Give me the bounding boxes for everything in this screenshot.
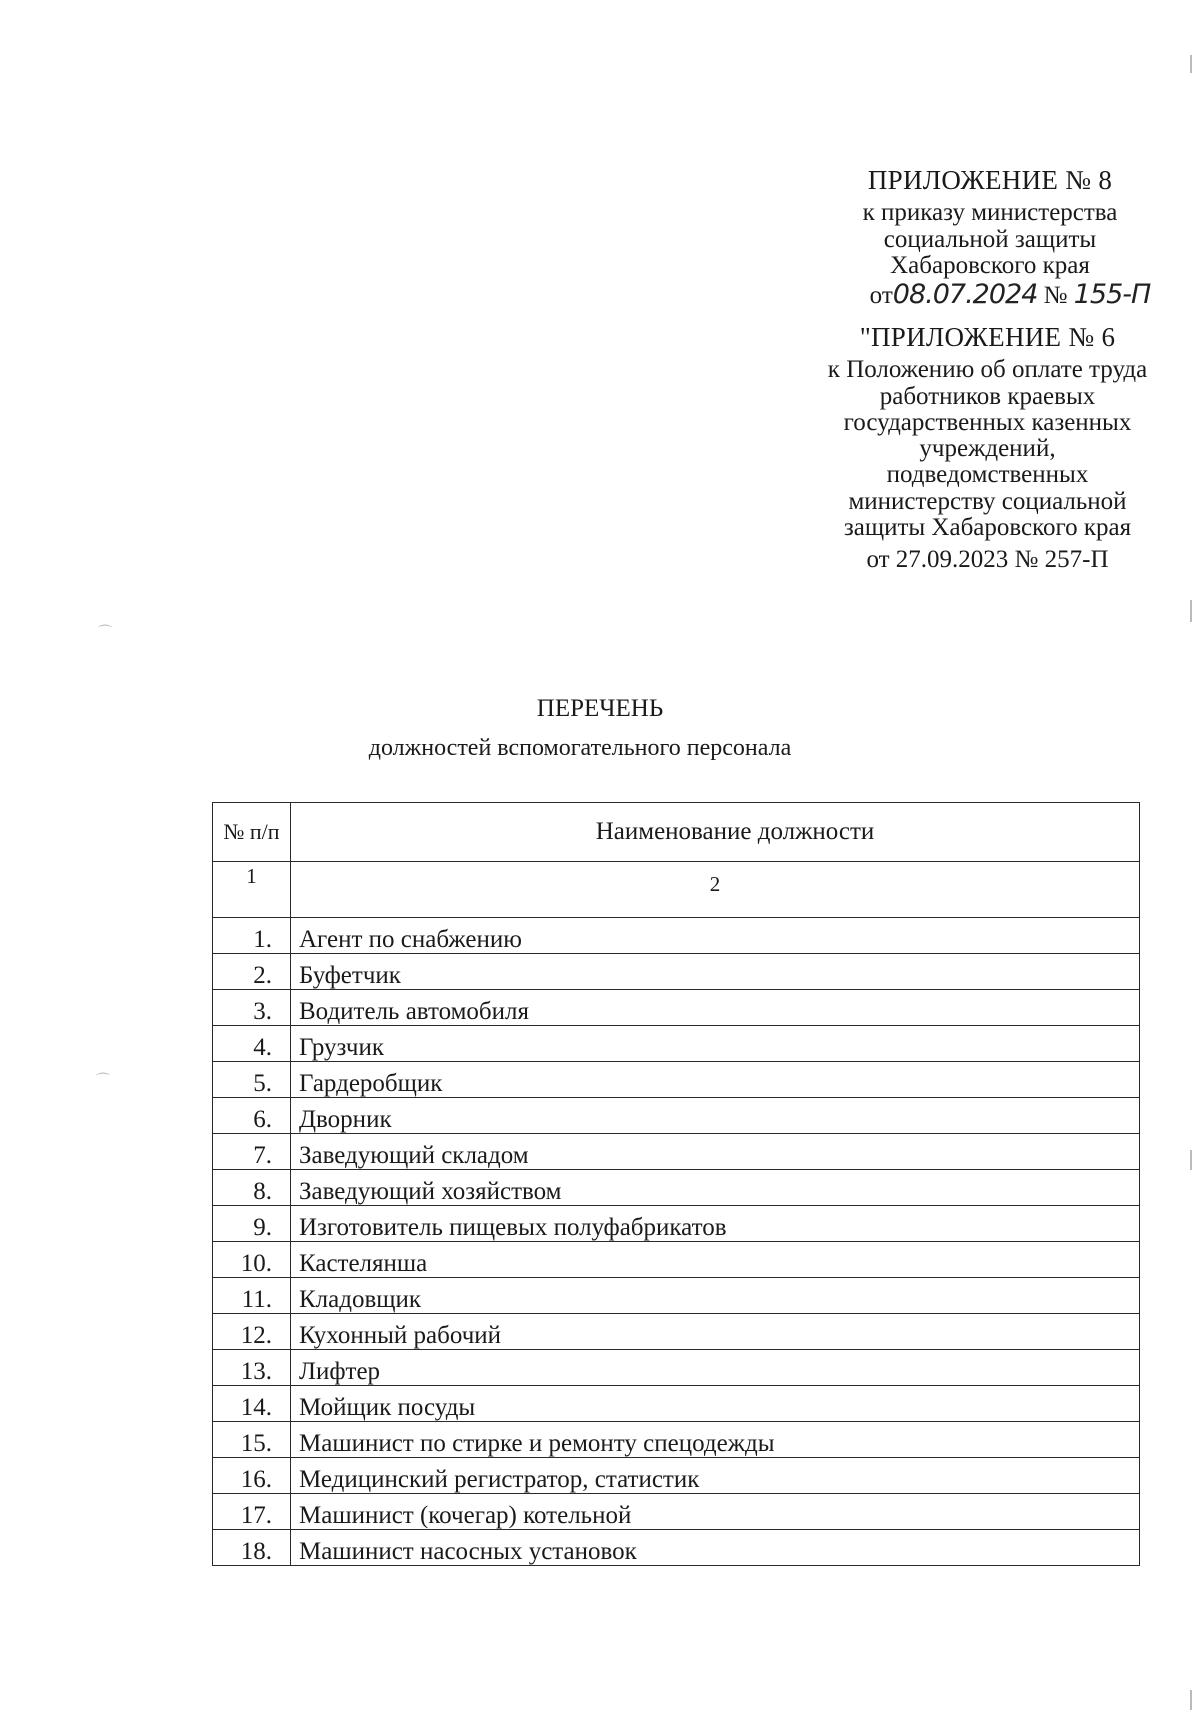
position-name: Мойщик посуды <box>291 1386 1140 1422</box>
appendix-6-line: подведомственных <box>886 461 1089 489</box>
appendix-6-line: государственных казенных <box>843 408 1132 436</box>
appendix-6-line: работников краевых <box>879 382 1096 410</box>
appendix-8-header <box>800 166 1180 309</box>
row-number: 9. <box>213 1206 291 1242</box>
table-row <box>213 1206 1140 1242</box>
appendix-6-header <box>790 323 1185 573</box>
scan-edge-mark <box>1190 1690 1192 1710</box>
table-row <box>213 1134 1140 1170</box>
table-row <box>213 1458 1140 1494</box>
appendix-8-title: ПРИЛОЖЕНИЕ № 8 <box>867 165 1113 195</box>
position-name: Буфетчик <box>291 954 1140 990</box>
number-prefix: № <box>1043 282 1068 310</box>
row-number: 12. <box>213 1314 291 1350</box>
scan-edge-mark <box>1190 600 1192 622</box>
column-number-2: 2 <box>291 862 1140 918</box>
position-name: Кастелянша <box>291 1242 1140 1278</box>
table-row <box>213 1278 1140 1314</box>
date-prefix: от <box>869 282 893 310</box>
appendix-6-line: к Положению об оплате труда <box>827 356 1148 384</box>
row-number: 14. <box>213 1386 291 1422</box>
position-name: Агент по снабжению <box>291 918 1140 954</box>
table-row <box>213 1494 1140 1530</box>
column-number-1: 1 <box>213 862 291 918</box>
table-row <box>213 1422 1140 1458</box>
row-number: 13. <box>213 1350 291 1386</box>
table-row <box>213 1242 1140 1278</box>
row-number: 10. <box>213 1242 291 1278</box>
handwritten-number: 155-П <box>1073 279 1151 311</box>
appendix-8-date-line <box>800 281 1180 309</box>
appendix-6-line: учреждений, <box>919 435 1056 463</box>
table-row <box>213 1062 1140 1098</box>
row-number: 17. <box>213 1494 291 1530</box>
position-name: Заведующий складом <box>291 1134 1140 1170</box>
table-row <box>213 990 1140 1026</box>
appendix-6-title: "ПРИЛОЖЕНИЕ № 6 <box>859 322 1116 352</box>
table-row <box>213 1170 1140 1206</box>
table-row <box>213 1098 1140 1134</box>
row-number: 11. <box>213 1278 291 1314</box>
appendix-8-line: социальной защиты <box>883 225 1097 253</box>
scan-edge-mark <box>1190 1150 1192 1170</box>
position-name: Кладовщик <box>291 1278 1140 1314</box>
row-number: 16. <box>213 1458 291 1494</box>
table-header-row <box>213 803 1140 862</box>
handwritten-date: 08.07.2024 <box>892 279 1038 311</box>
column-number-row <box>213 862 1140 918</box>
position-name: Дворник <box>291 1098 1140 1134</box>
row-number: 5. <box>213 1062 291 1098</box>
appendix-6-line: министерству социальной <box>848 487 1127 515</box>
position-name: Изготовитель пищевых полуфабрикатов <box>291 1206 1140 1242</box>
appendix-6-lines <box>790 357 1185 541</box>
position-name: Машинист по стирке и ремонту спецодежды <box>291 1422 1140 1458</box>
position-name: Водитель автомобиля <box>291 990 1140 1026</box>
row-number: 18. <box>213 1530 291 1566</box>
row-number: 2. <box>213 954 291 990</box>
list-subtitle: должностей вспомогательного персонала <box>368 735 792 761</box>
table-row <box>213 954 1140 990</box>
row-number: 3. <box>213 990 291 1026</box>
table-body <box>213 918 1140 1566</box>
appendix-8-line: к приказу министерства <box>862 199 1118 227</box>
row-number: 1. <box>213 918 291 954</box>
position-name: Машинист насосных установок <box>291 1530 1140 1566</box>
appendix-6-line: защиты Хабаровского края <box>843 513 1132 541</box>
table-row <box>213 1350 1140 1386</box>
row-number: 15. <box>213 1422 291 1458</box>
scan-speck: ⌒ <box>96 1074 110 1089</box>
appendix-8-line: Хабаровского края <box>890 251 1090 279</box>
header-name: Наименование должности <box>291 803 1140 862</box>
position-name: Лифтер <box>291 1350 1140 1386</box>
position-name: Заведующий хозяйством <box>291 1170 1140 1206</box>
position-name: Машинист (кочегар) котельной <box>291 1494 1140 1530</box>
table-row <box>213 1314 1140 1350</box>
table-row <box>213 918 1140 954</box>
scan-speck: ⌒ <box>98 626 112 641</box>
row-number: 4. <box>213 1026 291 1062</box>
position-name: Гардеробщик <box>291 1062 1140 1098</box>
positions-table <box>212 802 1140 1566</box>
position-name: Кухонный рабочий <box>291 1314 1140 1350</box>
row-number: 8. <box>213 1170 291 1206</box>
scan-edge-mark <box>1190 55 1192 73</box>
appendix-6-date-line: от 27.09.2023 № 257-П <box>866 546 1109 574</box>
table-row <box>213 1530 1140 1566</box>
header-num: № п/п <box>213 803 291 862</box>
position-name: Медицинский регистратор, статистик <box>291 1458 1140 1494</box>
list-title: ПЕРЕЧЕНЬ <box>536 695 664 722</box>
position-name: Грузчик <box>291 1026 1140 1062</box>
table-row <box>213 1026 1140 1062</box>
row-number: 7. <box>213 1134 291 1170</box>
row-number: 6. <box>213 1098 291 1134</box>
table-row <box>213 1386 1140 1422</box>
